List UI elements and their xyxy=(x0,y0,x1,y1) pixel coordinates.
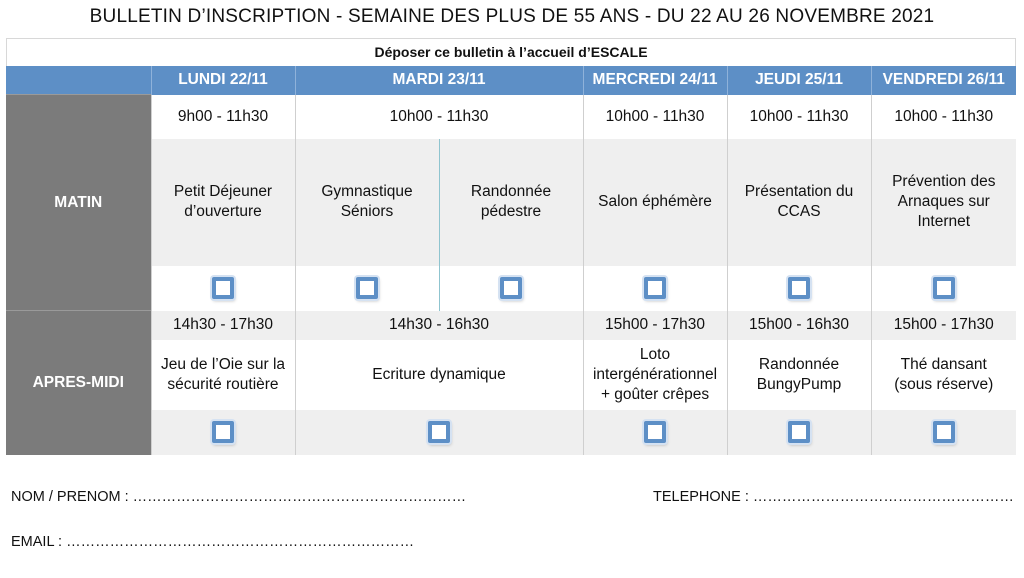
activity-line: pédestre xyxy=(480,203,542,220)
checkbox-matin-wednesday[interactable] xyxy=(644,277,666,299)
apres-midi-time-row xyxy=(6,311,1016,340)
schedule-table xyxy=(6,66,1016,455)
page-title: BULLETIN D’INSCRIPTION - SEMAINE DES PLUS DE 55 ANS - DU 22 AU 26 NOVEMBRE 2021 xyxy=(89,6,935,27)
apres-midi-label: APRES-MIDI xyxy=(6,311,151,455)
matin-check-cell xyxy=(871,266,1016,311)
activity-line: sécurité routière xyxy=(167,375,279,393)
header-corner xyxy=(6,66,151,95)
activity-line: Petit Déjeuner xyxy=(173,183,273,200)
matin-time-friday: 10h00 - 11h30 xyxy=(871,95,1016,139)
matin-activity-wednesday xyxy=(583,139,727,266)
checkbox-pm-tuesday[interactable] xyxy=(428,421,450,443)
checkbox-matin-tuesday-rando[interactable] xyxy=(500,277,522,299)
pm-time-tuesday: 14h30 - 16h30 xyxy=(295,311,583,340)
pm-time-wednesday: 15h00 - 17h30 xyxy=(583,311,727,340)
activity-line: Présentation du xyxy=(744,183,854,200)
pm-activity-thursday xyxy=(727,340,871,410)
activity-line: CCAS xyxy=(777,203,821,220)
activity-line: Arnaques sur xyxy=(897,193,990,210)
activity-line: Ecriture dynamique xyxy=(372,365,506,383)
pm-time-monday: 14h30 - 17h30 xyxy=(151,311,295,340)
day-friday: VENDREDI 26/11 xyxy=(871,66,1016,95)
matin-time-row xyxy=(6,95,1016,139)
activity-line: Jeu de l’Oie sur la xyxy=(160,355,286,373)
activity-line: Internet xyxy=(917,213,971,230)
checkbox-matin-friday[interactable] xyxy=(933,277,955,299)
day-monday: LUNDI 22/11 xyxy=(151,66,295,95)
matin-activity-tuesday-2 xyxy=(439,139,583,266)
activity-line: (sous réserve) xyxy=(894,375,994,393)
days-header-row xyxy=(6,66,1016,95)
matin-checkbox-row xyxy=(6,266,1016,311)
activity-line: Thé dansant xyxy=(900,355,987,373)
checkbox-matin-monday[interactable] xyxy=(212,277,234,299)
matin-time-wednesday: 10h00 - 11h30 xyxy=(583,95,727,139)
pm-check-cell xyxy=(727,410,871,455)
pm-check-cell xyxy=(583,410,727,455)
matin-check-cell xyxy=(727,266,871,311)
matin-activity-thursday xyxy=(727,139,871,266)
matin-time-tuesday: 10h00 - 11h30 xyxy=(295,95,583,139)
checkbox-pm-monday[interactable] xyxy=(212,421,234,443)
telephone-label: TELEPHONE : xyxy=(653,489,749,505)
pm-check-cell xyxy=(151,410,295,455)
activity-line: Salon éphémère xyxy=(598,193,712,210)
activity-line: + goûter crêpes xyxy=(600,385,710,403)
activity-line: Gymnastique xyxy=(321,183,413,200)
pm-check-cell xyxy=(871,410,1016,455)
nom-prenom-dots: …………………………………………………………… xyxy=(132,489,467,505)
email-label: EMAIL : xyxy=(11,534,63,550)
matin-check-cell xyxy=(151,266,295,311)
telephone-dots: ……………………………………………… xyxy=(752,489,1014,505)
checkbox-pm-thursday[interactable] xyxy=(788,421,810,443)
apres-midi-activity-row xyxy=(6,340,1016,410)
pm-activity-wednesday xyxy=(583,340,727,410)
nom-prenom-label: NOM / PRENOM : xyxy=(11,489,129,505)
matin-activity-row xyxy=(6,139,1016,266)
checkbox-matin-thursday[interactable] xyxy=(788,277,810,299)
email-dots: ……………………………………………………………… xyxy=(66,534,415,550)
matin-activity-friday xyxy=(871,139,1016,266)
activity-line: Prévention des xyxy=(892,173,996,190)
day-wednesday: MERCREDI 24/11 xyxy=(583,66,727,95)
matin-activity-tuesday-1 xyxy=(295,139,439,266)
checkbox-matin-tuesday-gym[interactable] xyxy=(356,277,378,299)
pm-time-thursday: 15h00 - 16h30 xyxy=(727,311,871,340)
matin-time-monday: 9h00 - 11h30 xyxy=(151,95,295,139)
activity-line: Séniors xyxy=(340,203,394,220)
matin-time-thursday: 10h00 - 11h30 xyxy=(727,95,871,139)
pm-activity-tuesday xyxy=(295,340,583,410)
matin-check-cell xyxy=(439,266,583,311)
matin-check-cell xyxy=(295,266,439,311)
pm-time-friday: 15h00 - 17h30 xyxy=(871,311,1016,340)
matin-label: MATIN xyxy=(6,95,151,311)
day-tuesday: MARDI 23/11 xyxy=(295,66,583,95)
pm-activity-monday xyxy=(151,340,295,410)
checkbox-pm-friday[interactable] xyxy=(933,421,955,443)
nom-prenom-field[interactable] xyxy=(11,489,466,505)
telephone-field[interactable] xyxy=(653,489,1014,505)
email-field[interactable] xyxy=(11,534,414,550)
day-thursday: JEUDI 25/11 xyxy=(727,66,871,95)
matin-activity-monday xyxy=(151,139,295,266)
activity-line: Loto xyxy=(639,345,671,363)
activity-line: Randonnée xyxy=(470,183,552,200)
matin-check-cell xyxy=(583,266,727,311)
instructions: Déposer ce bulletin à l’accueil d’ESCALE xyxy=(374,44,648,60)
pm-activity-friday xyxy=(871,340,1016,410)
activity-line: d’ouverture xyxy=(184,203,262,220)
activity-line: intergénérationnel xyxy=(592,365,718,383)
activity-line: Randonnée xyxy=(758,355,840,373)
apres-midi-checkbox-row xyxy=(6,410,1016,455)
checkbox-pm-wednesday[interactable] xyxy=(644,421,666,443)
activity-line: BungyPump xyxy=(756,375,842,393)
pm-check-cell xyxy=(295,410,583,455)
